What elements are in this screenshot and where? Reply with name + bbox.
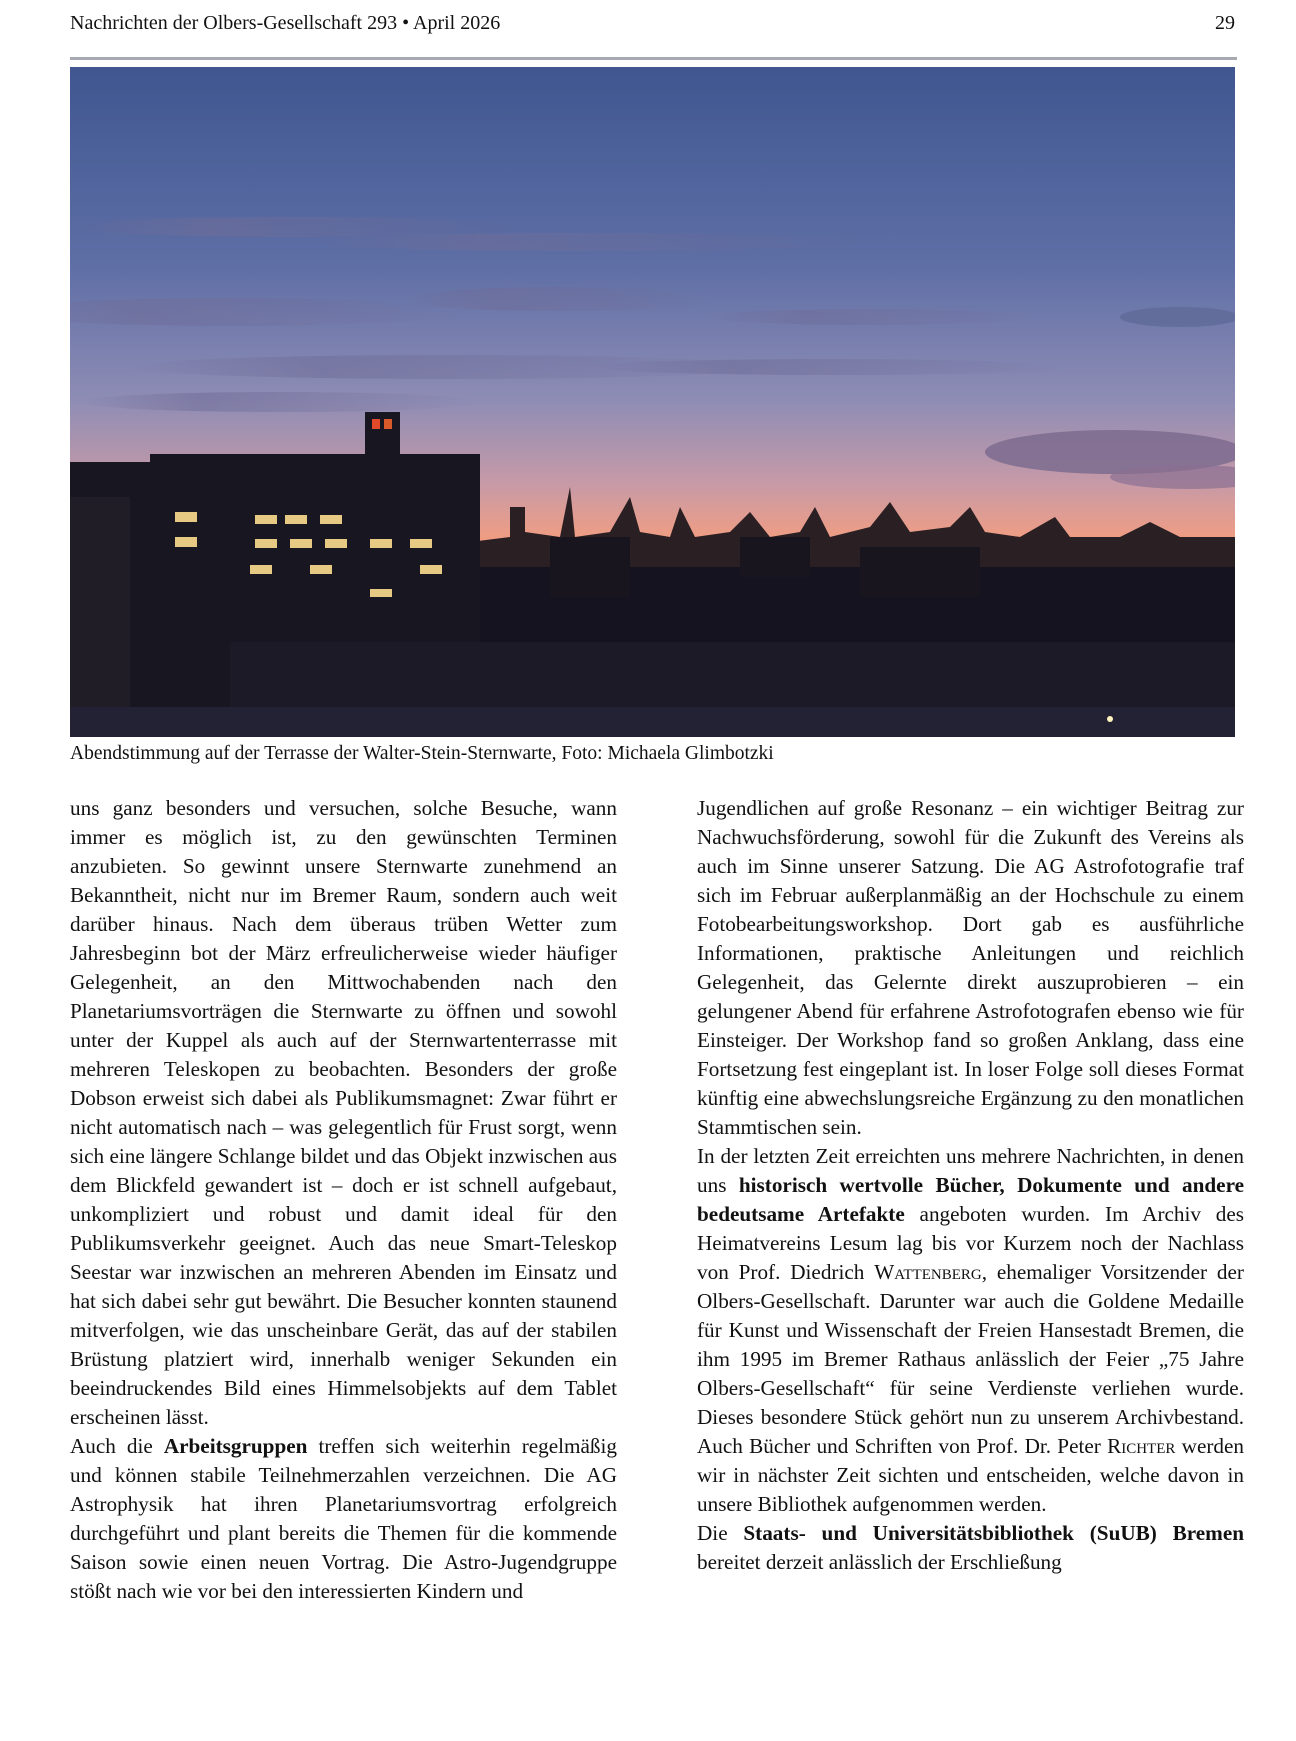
right-column <box>697 794 1244 1577</box>
sunset-illustration <box>70 67 1235 737</box>
left-column <box>70 794 617 1606</box>
journal-title <box>70 12 500 35</box>
journal-name: Nachrichten der Olbers-Gesellschaft 293 <box>70 12 398 34</box>
name-wattenberg: Wattenberg <box>874 1260 982 1284</box>
paragraph-historical-items <box>697 1142 1244 1519</box>
bold-text-suub: Staats- und Universitätsbibliothek (SuUB) Bremen <box>743 1521 1245 1545</box>
bold-text-historical: historisch wertvolle Bücher, Dokumente und andere bedeutsame Artefakte <box>697 1173 1245 1226</box>
running-header <box>70 12 1235 42</box>
paragraph-working-groups <box>70 1432 617 1606</box>
text-run: In der letzten Zeit erreichten uns mehrere Nachrichten, in denen uns <box>697 1144 1244 1197</box>
paragraph-suub <box>697 1519 1244 1577</box>
text-run: , ehemaliger Vorsitzender der Olbers-Gesellschaft. Darunter war auch die Goldene Medaille für Kunst und Wissenschaft der Freien Hansestadt Bremen, die ihm 1995 im Bremer Rathaus anlässlich der Feier „75 Jahre Olbers-Gesellschaft“ für seine Verdienste verliehen wurde. Dieses besondere Stück gehört nun zu unserem Archivbestand. Auch Bücher und Schriften von Prof. Dr. Peter <box>697 1260 1244 1458</box>
text-run: bereitet derzeit anlässlich der Erschließung <box>697 1550 1062 1574</box>
name-richter: Richter <box>1107 1434 1176 1458</box>
paragraph-youth-group: Jugendlichen auf große Resonanz – ein wichtiger Beitrag zur Nachwuchsförderung, sowohl für die Zukunft des Vereins als auch im Sinne unserer Satzung. Die AG Astrofotografie traf sich im Februar außerplanmäßig an der Hochschule zu einem Fotobearbeitungsworkshop. Dort gab es ausführliche Informationen, praktische Anleitungen und reichlich Gelegenheit, das Gelernte direkt auszuprobieren – ein gelungener Abend für erfahrene Astrofotografen ebenso wie für Einsteiger. Der Workshop fand so großen Anklang, dass eine Fortsetzung fest eingeplant ist. In loser Folge soll dieses Format künftig eine abwechslungsreiche Ergänzung zu den monatlichen Stammtischen sein. <box>697 796 1244 1139</box>
issue-date: April 2026 <box>413 12 501 34</box>
bold-text-working-groups: Arbeitsgruppen <box>163 1434 308 1458</box>
bullet-separator: • <box>402 12 410 34</box>
text-run: werden wir in nächster Zeit sichten und entscheiden, welche davon in unsere Bibliothek aufgenommen werden. <box>697 1434 1244 1516</box>
text-run: angeboten wurden. Im Archiv des Heimatvereins Lesum lag bis vor Kurzem noch der Nachlass von Prof. Diedrich <box>697 1202 1244 1284</box>
text-run: Die <box>697 1521 744 1545</box>
sunset-photo <box>70 67 1235 737</box>
photo-caption: Abendstimmung auf der Terrasse der Walter-Stein-Sternwarte, Foto: Michaela Glimbotzki <box>70 743 774 764</box>
paragraph-visitors: uns ganz besonders und versuchen, solche Besuche, wann immer es möglich ist, zu den gewünschten Terminen anzubieten. So gewinnt unsere Sternwarte zunehmend an Bekanntheit, nicht nur im Bremer Raum, sondern auch weit darüber hinaus. Nach dem überaus trüben Wetter zum Jahresbeginn bot der März erfreulicherweise wieder häufiger Gelegenheit, an den Mittwochabenden nach den Planetariumsvorträgen die Sternwarte zu öffnen und sowohl unter der Kuppel als auch auf der Sternwartenterrasse mit mehreren Teleskopen zu beobachten. Besonders der große Dobson erweist sich dabei als Publikumsmagnet: Zwar führt er nicht automatisch nach – was gelegentlich für Frust sorgt, wenn sich eine längere Schlange bildet und das Objekt inzwischen aus dem Blickfeld gewandert ist – doch er ist schnell aufgebaut, unkompliziert und robust und damit ideal für den Publikumsverkehr geeignet. Auch das neue Smart-Teleskop Seestar war inzwischen an mehreren Abenden im Einsatz und hat sich dabei sehr gut bewährt. Die Besucher konnten staunend mitverfolgen, wie das unscheinbare Gerät, das auf der stabilen Brüstung platziert wird, innerhalb weniger Sekunden ein beeindruckendes Bild eines Himmelsobjekts auf dem Tablet erscheinen lässt. <box>70 796 617 1429</box>
text-run: Auch die <box>70 1434 164 1458</box>
page-number: 29 <box>1215 12 1235 34</box>
header-rule <box>70 57 1237 60</box>
text-run: treffen sich weiterhin regelmäßig und können stabile Teilnehmerzahlen verzeichnen. Die AG Astrophysik hat ihren Planetariumsvortrag erfolgreich durchgeführt und plant bereits die Themen für die kommende Saison sowie einen neuen Vortrag. Die Astro-Jugendgruppe stößt nach wie vor bei den interessierten Kindern und <box>70 1434 617 1603</box>
